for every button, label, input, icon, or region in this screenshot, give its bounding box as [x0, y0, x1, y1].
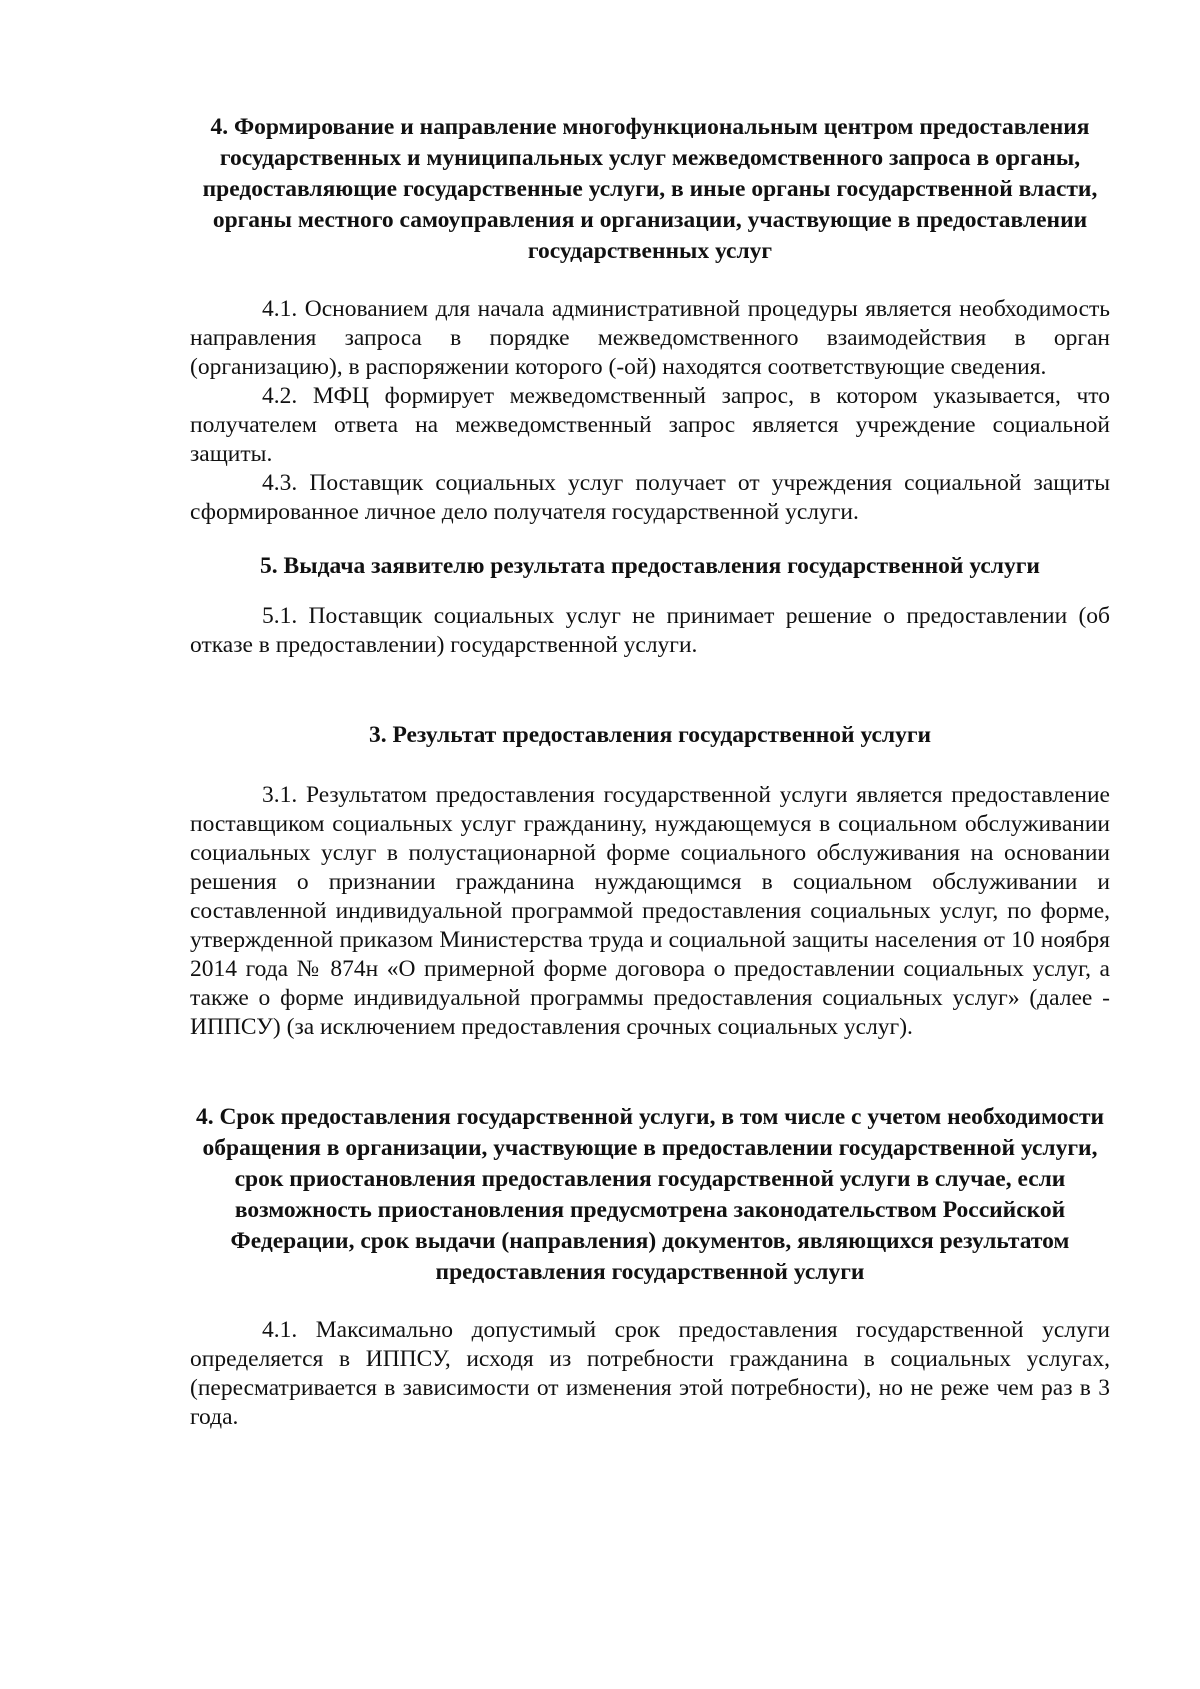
section-issue-title: 5. Выдача заявителю результата предоставления государственной услуги	[260, 553, 1040, 579]
section-term-title: 4. Срок предоставления государственной услуги, в том числе с учетом необходимости обращения в организации, участвующие в предоставлении государственной услуги, срок приостановления предоставления государственной услуги в случае, если возможность приостановления предусмотрена законодательством Российской Федерации, срок выдачи (направления) документов, являющихся результатом предоставления государственной услуги	[195, 1104, 1105, 1285]
paragraph-4-2-mfc: 4.2. МФЦ формирует межведомственный запрос, в котором указывается, что получателем ответа на межведомственный запрос является учреждение социальной защиты.	[190, 383, 1110, 467]
section-mfc-title: 4. Формирование и направление многофункциональным центром предоставления государственных и муниципальных услуг межведомственного запроса в органы, предоставляющие государственные услуги, в иные органы государственной власти, органы местного самоуправления и организации, участвующие в предоставлении государственных услуг	[202, 114, 1098, 264]
paragraph-3-1: 3.1. Результатом предоставления государственной услуги является предоставление поставщиком социальных услуг гражданину, нуждающемуся в социальном обслуживании социальных услуг в полустационарной форме социального обслуживания на основании решения о признании гражданина нуждающимся в социальном обслуживании и составленной индивидуальной программой предоставления социальных услуг, по форме, утвержденной приказом Министерства труда и социальной защиты населения от 10 ноября 2014 года № 874н «О примерной форме договора о предоставлении социальных услуг, а также о форме индивидуальной программы предоставления социальных услуг» (далее - ИППСУ) (за исключением предоставления срочных социальных услуг).	[190, 782, 1110, 1040]
document-body	[190, 112, 1110, 1432]
paragraph-5-1: 5.1. Поставщик социальных услуг не принимает решение о предоставлении (об отказе в предоставлении) государственной услуги.	[190, 603, 1110, 658]
section-result-title: 3. Результат предоставления государственной услуги	[368, 722, 932, 748]
paragraph-4-3-mfc: 4.3. Поставщик социальных услуг получает от учреждения социальной защиты сформированное личное дело получателя государственной услуги.	[190, 470, 1110, 525]
paragraph-4-1-term: 4.1. Максимально допустимый срок предоставления государственной услуги определяется в ИППСУ, исходя из потребности гражданина в социальных услугах, (пересматривается в зависимости от изменения этой потребности), но не реже чем раз в 3 года.	[190, 1317, 1110, 1430]
paragraph-4-1-mfc: 4.1. Основанием для начала административной процедуры является необходимость направления запроса в порядке межведомственного взаимодействия в орган (организацию), в распоряжении которого (-ой) находятся соответствующие сведения.	[190, 296, 1110, 380]
